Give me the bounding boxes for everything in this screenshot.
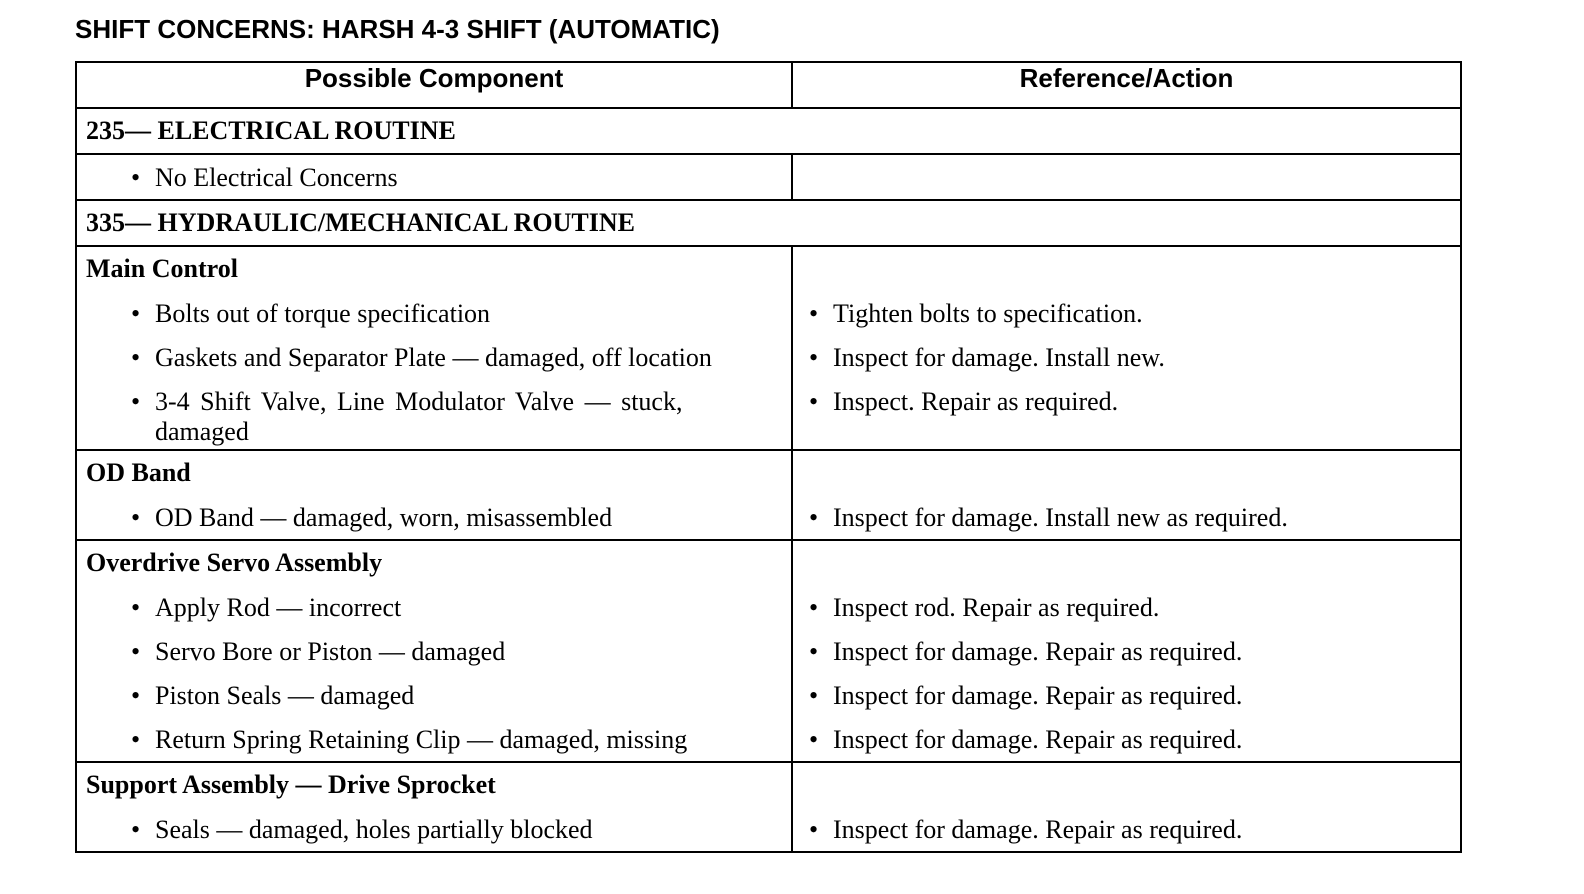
action-text: Inspect for damage. Install new as required. xyxy=(833,503,1288,532)
bullet-icon: • xyxy=(809,637,819,666)
bullet-icon: • xyxy=(131,343,141,372)
list-item xyxy=(77,155,791,199)
list-item xyxy=(793,291,1460,335)
component-text: OD Band — damaged, worn, misassembled xyxy=(155,503,613,532)
group-title: Support Assembly — Drive Sprocket xyxy=(86,770,496,799)
action-text: Inspect for damage. Repair as required. xyxy=(833,681,1243,710)
bullet-icon: • xyxy=(809,503,819,532)
bullet-icon: • xyxy=(131,725,141,754)
bullet-icon: • xyxy=(809,299,819,328)
list-item xyxy=(793,379,1460,449)
list-item xyxy=(793,585,1460,629)
column-header-action: Reference/Action xyxy=(792,62,1461,108)
bullet-icon: • xyxy=(131,503,141,532)
table-header-row xyxy=(76,62,1461,108)
action-text: Inspect for damage. Install new. xyxy=(833,343,1165,372)
shift-concerns-table xyxy=(75,61,1462,853)
bullet-icon: • xyxy=(809,343,819,372)
component-text: Seals — damaged, holes partially blocked xyxy=(155,815,593,844)
component-text: 3-4 Shift Valve, Line Modulator Valve — stuck, damaged xyxy=(155,387,683,446)
component-text: Return Spring Retaining Clip — damaged, missing xyxy=(155,725,688,754)
page-title: SHIFT CONCERNS: HARSH 4-3 SHIFT (AUTOMATIC) xyxy=(75,14,720,44)
bullet-icon: • xyxy=(131,299,141,328)
group-overdrive-servo xyxy=(76,540,1461,762)
section-row-electrical xyxy=(76,108,1461,154)
section-heading-hydraulic: 335— HYDRAULIC/MECHANICAL ROUTINE xyxy=(76,200,1461,246)
action-text: Inspect for damage. Repair as required. xyxy=(833,637,1243,666)
component-text: Apply Rod — incorrect xyxy=(155,593,402,622)
table-row xyxy=(76,154,1461,200)
section-row-hydraulic xyxy=(76,200,1461,246)
component-text: Gaskets and Separator Plate — damaged, off location xyxy=(155,343,712,372)
group-title: OD Band xyxy=(86,458,191,487)
list-item xyxy=(77,585,791,629)
bullet-icon: • xyxy=(809,387,819,416)
list-item xyxy=(77,335,791,379)
bullet-icon: • xyxy=(809,725,819,754)
list-item xyxy=(77,629,791,673)
bullet-icon: • xyxy=(131,593,141,622)
list-item xyxy=(793,629,1460,673)
list-item xyxy=(77,673,791,717)
group-title: Overdrive Servo Assembly xyxy=(86,548,383,577)
action-text: Tighten bolts to specification. xyxy=(833,299,1143,328)
action-text: Inspect. Repair as required. xyxy=(833,387,1119,416)
group-title: Main Control xyxy=(86,254,238,283)
list-item xyxy=(793,717,1460,761)
component-text: No Electrical Concerns xyxy=(155,163,398,192)
bullet-icon: • xyxy=(809,593,819,622)
list-item xyxy=(77,379,791,449)
bullet-icon: • xyxy=(131,387,141,416)
bullet-icon: • xyxy=(809,681,819,710)
list-item xyxy=(793,495,1460,539)
group-support-assembly xyxy=(76,762,1461,852)
list-item xyxy=(77,291,791,335)
section-heading-electrical: 235— ELECTRICAL ROUTINE xyxy=(76,108,1461,154)
action-text: Inspect for damage. Repair as required. xyxy=(833,815,1243,844)
group-main-control xyxy=(76,246,1461,450)
list-item xyxy=(793,673,1460,717)
bullet-icon: • xyxy=(131,681,141,710)
bullet-icon: • xyxy=(131,163,141,192)
bullet-icon: • xyxy=(131,815,141,844)
list-item xyxy=(77,717,791,761)
list-item xyxy=(793,335,1460,379)
list-item xyxy=(793,807,1460,851)
column-header-component: Possible Component xyxy=(76,62,792,108)
bullet-icon: • xyxy=(809,815,819,844)
component-text: Piston Seals — damaged xyxy=(155,681,415,710)
action-text: Inspect rod. Repair as required. xyxy=(833,593,1160,622)
group-od-band xyxy=(76,450,1461,540)
bullet-icon: • xyxy=(131,637,141,666)
component-text: Servo Bore or Piston — damaged xyxy=(155,637,506,666)
action-text: Inspect for damage. Repair as required. xyxy=(833,725,1243,754)
list-item xyxy=(77,807,791,851)
list-item xyxy=(77,495,791,539)
component-text: Bolts out of torque specification xyxy=(155,299,491,328)
